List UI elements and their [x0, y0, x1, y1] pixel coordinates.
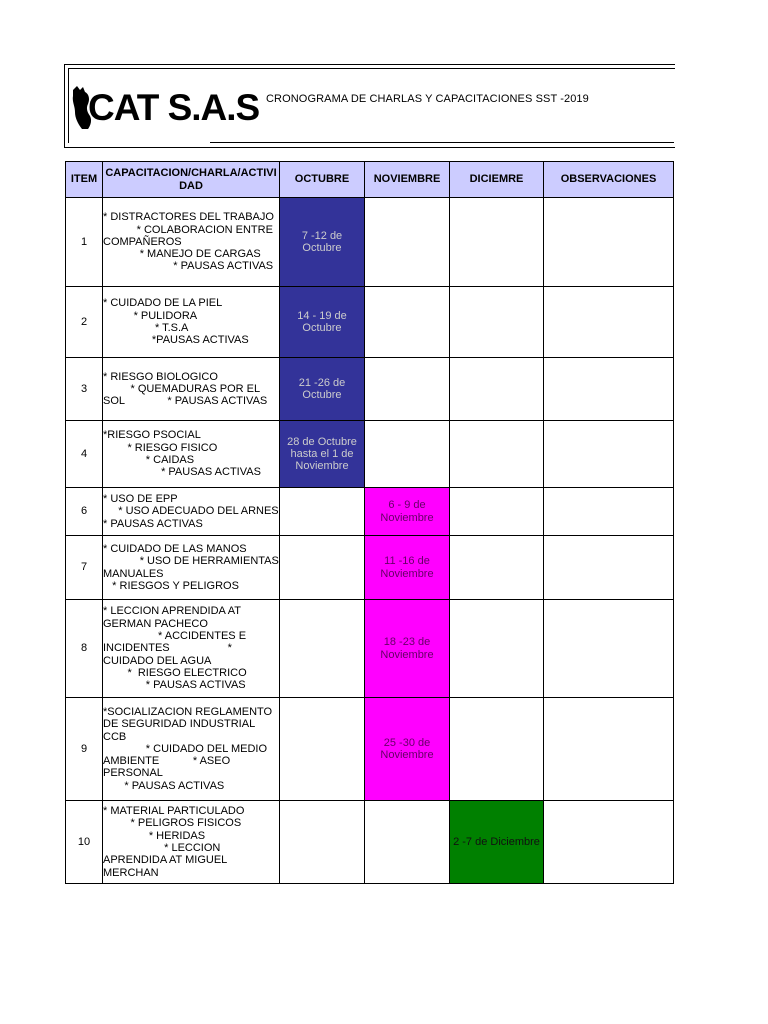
- noviembre-date: 18 -23 de Noviembre: [380, 636, 434, 661]
- column-header-octubre: OCTUBRE: [280, 162, 365, 198]
- item-number: 10: [66, 801, 103, 884]
- noviembre-date: 11 -16 de Noviembre: [380, 555, 434, 580]
- table-row: [66, 698, 674, 801]
- item-number: 4: [66, 421, 103, 488]
- octubre-date-cell: [280, 287, 365, 358]
- noviembre-date: 25 -30 de Noviembre: [380, 736, 434, 761]
- activity-cell: *RIESGO PSOCIAL * RIESGO FISICO * CAIDAS * PAUSAS ACTIVAS: [103, 421, 280, 488]
- activity-cell: * CUIDADO DE LA PIEL * PULIDORA * T.S.A *PAUSAS ACTIVAS: [103, 287, 280, 358]
- observaciones-cell: [544, 600, 674, 698]
- observaciones-cell: [544, 536, 674, 600]
- octubre-date-cell: [280, 536, 365, 600]
- noviembre-date-cell: [365, 358, 450, 421]
- activity-cell: * RIESGO BIOLOGICO * QUEMADURAS POR EL SOL * PAUSAS ACTIVAS: [103, 358, 280, 421]
- octubre-date-cell: [280, 801, 365, 884]
- octubre-date: 14 - 19 de Octubre: [297, 309, 347, 334]
- observaciones-cell: [544, 287, 674, 358]
- octubre-date-cell: [280, 698, 365, 801]
- column-header-item: ITEM: [66, 162, 103, 198]
- observaciones-cell: [544, 358, 674, 421]
- item-number: 2: [66, 287, 103, 358]
- observaciones-cell: [544, 698, 674, 801]
- activity-cell: * DISTRACTORES DEL TRABAJO * COLABORACION ENTRE COMPAÑEROS * MANEJO DE CARGAS * PAUSAS ACTIVAS: [103, 198, 280, 287]
- item-number: 1: [66, 198, 103, 287]
- noviembre-date-cell: [365, 488, 450, 536]
- table-row: [66, 421, 674, 488]
- noviembre-date: 6 - 9 de Noviembre: [380, 499, 434, 524]
- diciembre-date-cell: [450, 698, 544, 801]
- octubre-date-cell: [280, 600, 365, 698]
- schedule-table: [65, 161, 674, 884]
- item-number: 6: [66, 488, 103, 536]
- noviembre-date-cell: [365, 698, 450, 801]
- activity-cell: * USO DE EPP * USO ADECUADO DEL ARNES * PAUSAS ACTIVAS: [103, 488, 280, 536]
- noviembre-date-cell: [365, 801, 450, 884]
- item-number: 9: [66, 698, 103, 801]
- column-header-diciembre: DICIEMRE: [450, 162, 544, 198]
- octubre-date-cell: [280, 421, 365, 488]
- noviembre-date-cell: [365, 287, 450, 358]
- logo-text: CAT S.A.S: [88, 87, 260, 128]
- octubre-date: 28 de Octubre hasta el 1 de Noviembre: [287, 435, 357, 473]
- noviembre-date-cell: [365, 536, 450, 600]
- table-row: [66, 198, 674, 287]
- table-row: [66, 488, 674, 536]
- activity-cell: *SOCIALIZACION REGLAMENTO DE SEGURIDAD INDUSTRIAL CCB * CUIDADO DEL MEDIO AMBIENTE * ASEO PERSONAL * PAUSAS ACTIVAS: [103, 698, 280, 801]
- octubre-date-cell: [280, 358, 365, 421]
- diciembre-date-cell: [450, 801, 544, 884]
- noviembre-date-cell: [365, 600, 450, 698]
- document-title: CRONOGRAMA DE CHARLAS Y CAPACITACIONES SST -2019: [266, 93, 589, 105]
- table-row: [66, 358, 674, 421]
- header-divider: [210, 142, 674, 143]
- activity-cell: * LECCION APRENDIDA AT GERMAN PACHECO * ACCIDENTES E INCIDENTES * CUIDADO DEL AGUA * RIESGO ELECTRICO * PAUSAS ACTIVAS: [103, 600, 280, 698]
- observaciones-cell: [544, 198, 674, 287]
- observaciones-cell: [544, 421, 674, 488]
- table-row: [66, 287, 674, 358]
- diciembre-date-cell: [450, 536, 544, 600]
- diciembre-date: 2 -7 de Diciembre: [453, 835, 540, 848]
- octubre-date-cell: [280, 198, 365, 287]
- item-number: 3: [66, 358, 103, 421]
- diciembre-date-cell: [450, 198, 544, 287]
- column-header-activity: CAPACITACION/CHARLA/ACTIVIDAD: [103, 162, 280, 198]
- activity-cell: * CUIDADO DE LAS MANOS * USO DE HERRAMIENTAS MANUALES * RIESGOS Y PELIGROS: [103, 536, 280, 600]
- diciembre-date-cell: [450, 287, 544, 358]
- diciembre-date-cell: [450, 488, 544, 536]
- table-row: [66, 600, 674, 698]
- table-row: [66, 536, 674, 600]
- octubre-date: 7 -12 de Octubre: [301, 229, 343, 254]
- table-row: [66, 801, 674, 884]
- octubre-date: 21 -26 de Octubre: [298, 376, 346, 401]
- item-number: 7: [66, 536, 103, 600]
- activity-cell: * MATERIAL PARTICULADO * PELIGROS FISICOS * HERIDAS * LECCION APRENDIDA AT MIGUEL MERCHAN: [103, 801, 280, 884]
- observaciones-cell: [544, 488, 674, 536]
- noviembre-date-cell: [365, 421, 450, 488]
- diciembre-date-cell: [450, 358, 544, 421]
- column-header-observaciones: OBSERVACIONES: [544, 162, 674, 198]
- diciembre-date-cell: [450, 421, 544, 488]
- column-header-noviembre: NOVIEMBRE: [365, 162, 450, 198]
- observaciones-cell: [544, 801, 674, 884]
- diciembre-date-cell: [450, 600, 544, 698]
- table-header-row: [66, 162, 674, 198]
- noviembre-date-cell: [365, 198, 450, 287]
- item-number: 8: [66, 600, 103, 698]
